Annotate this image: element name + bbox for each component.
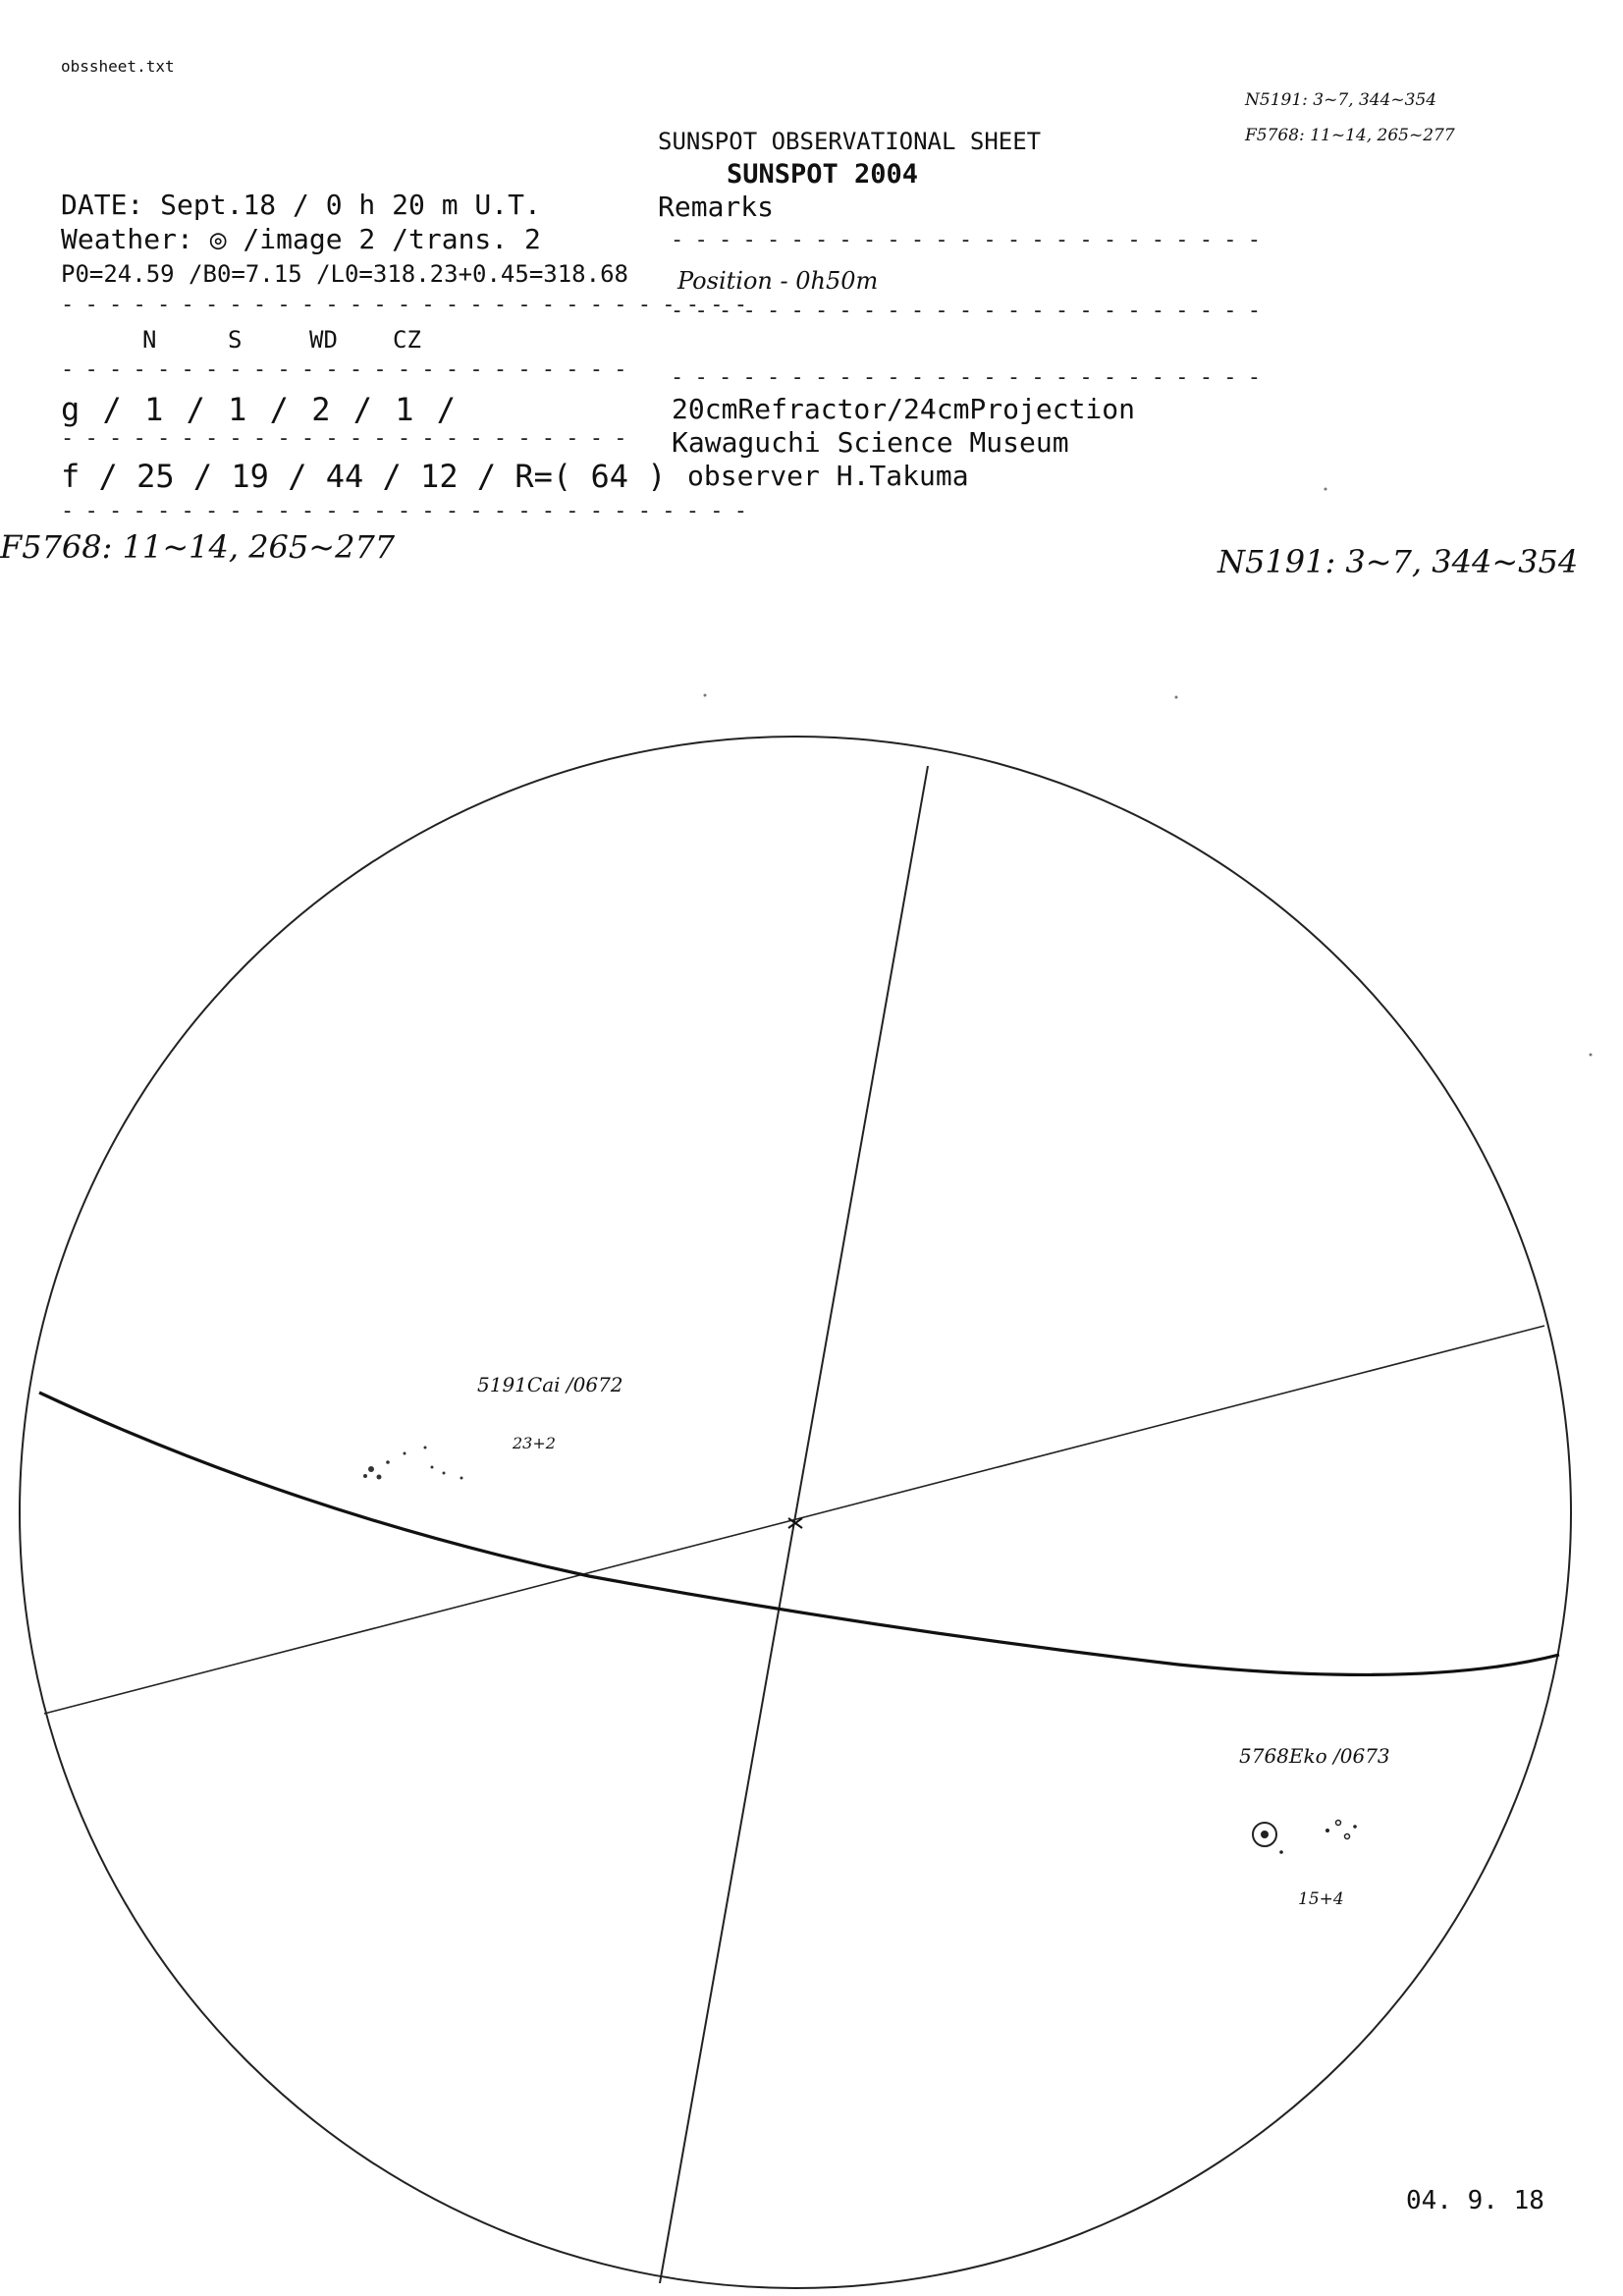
instrument-site: Kawaguchi Science Museum (672, 426, 1069, 459)
date-line: DATE: Sept.18 / 0 h 20 m U.T. (61, 189, 541, 221)
stray-dot (704, 694, 707, 697)
left-note: F5768: 11~14, 265~277 (0, 528, 396, 566)
top-right-note-1: N5191: 3~7, 344~354 (1245, 90, 1437, 110)
g-row: g / 1 / 1 / 2 / 1 / (61, 391, 459, 428)
instrument-telescope: 20cmRefractor/24cmProjection (672, 393, 1136, 425)
remarks-divider: - - - - - - - - - - - - - - - - - - - - - - - - - (671, 299, 1261, 323)
remarks-divider: - - - - - - - - - - - - - - - - - - - - - - - - - (671, 228, 1261, 252)
sheet-title: SUNSPOT OBSERVATIONAL SHEET (658, 128, 1042, 155)
sunspot-group-5768 (1253, 1821, 1357, 1854)
stray-dot (1175, 696, 1178, 699)
group-label-5191: 5191Cai /0672 (477, 1373, 623, 1396)
f-row: f / 25 / 19 / 44 / 12 / R=( 64 ) (61, 458, 667, 495)
group-count-5191: 23+2 (513, 1434, 556, 1452)
group-count-5768: 15+4 (1298, 1889, 1344, 1909)
remarks-label: Remarks (658, 191, 775, 223)
equator-curve (39, 1393, 1559, 1674)
divider: - - - - - - - - - - - - - - - - - - - - - - - - (61, 426, 626, 451)
sunspot-group-5191 (363, 1447, 463, 1480)
stray-dot (1590, 1054, 1593, 1057)
perpendicular-line (44, 1326, 1544, 1714)
divider: - - - - - - - - - - - - - - - - - - - - - - - - - - - - - (61, 293, 746, 317)
col-header-s: S (228, 326, 243, 354)
right-note: N5191: 3~7, 344~354 (1217, 543, 1579, 580)
remarks-divider: - - - - - - - - - - - - - - - - - - - - - - - - - (671, 365, 1261, 390)
col-header-cz: CZ (393, 326, 421, 354)
weather-line: Weather: ◎ /image 2 /trans. 2 (61, 223, 541, 255)
top-right-note-2: F5768: 11~14, 265~277 (1245, 126, 1455, 145)
group-label-5768: 5768Eko /0673 (1239, 1744, 1390, 1768)
divider: - - - - - - - - - - - - - - - - - - - - - - - - (61, 357, 626, 382)
sheet-subtitle: SUNSPOT 2004 (727, 159, 919, 190)
file-label: obssheet.txt (61, 57, 175, 76)
remarks-entry: Position - 0h50m (677, 267, 879, 295)
stray-dot (1325, 488, 1327, 491)
params-line: P0=24.59 /B0=7.15 /L0=318.23+0.45=318.68 (61, 260, 628, 288)
col-header-wd: WD (309, 326, 338, 354)
date-stamp: 04. 9. 18 (1406, 2186, 1544, 2215)
observer: observer H.Takuma (687, 460, 969, 492)
col-header-n: N (142, 326, 157, 354)
divider: - - - - - - - - - - - - - - - - - - - - - - - - - - - - - (61, 499, 746, 523)
